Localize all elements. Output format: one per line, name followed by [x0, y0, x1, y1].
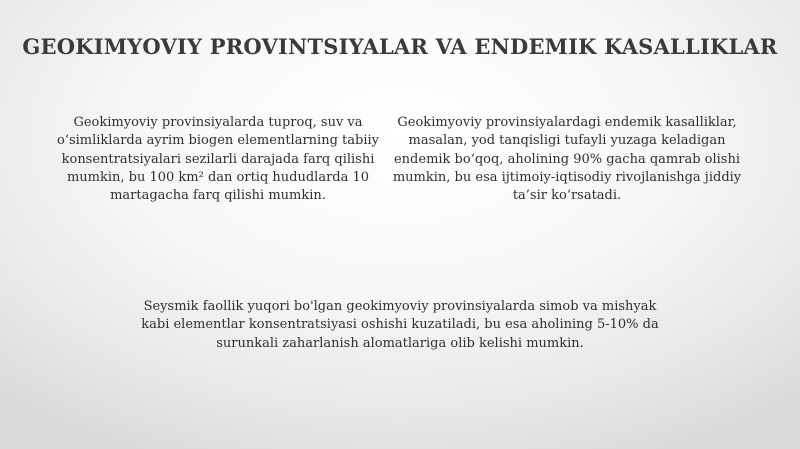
- left-paragraph: Geokimyoviy provinsiyalarda tuproq, suv va o‘simliklarda ayrim biogen elementlarning tabiiy konsentratsiyalari sezilarli darajada farq qilishi mumkin, bu 100 km² dan ortiq hududlarda 10 martagacha farq qilishi mumkin.: [57, 115, 379, 204]
- bottom-paragraph: Seysmik faollik yuqori bo'lgan geokimyoviy provinsiyalarda simob va mishyak kabi elementlar konsentratsiyasi oshishi kuzatiladi, bu esa aholining 5-10% da surunkali zaharlanish alomatlariga olib kelishi mumkin.: [141, 299, 659, 351]
- slide-title: GEOKIMYOVIY PROVINTSIYALAR VA ENDEMIK KASALLIKLAR: [22, 34, 778, 59]
- right-paragraph: Geokimyoviy provinsiyalardagi endemik kasalliklar, masalan, yod tanqisligi tufayli yuzaga keladigan endemik bo‘qoq, aholining 90% gacha qamrab olishi mumkin, bu esa ijtimoiy-iqtisodiy rivojlanishga jiddiy ta’sir ko‘rsatadi.: [392, 115, 742, 204]
